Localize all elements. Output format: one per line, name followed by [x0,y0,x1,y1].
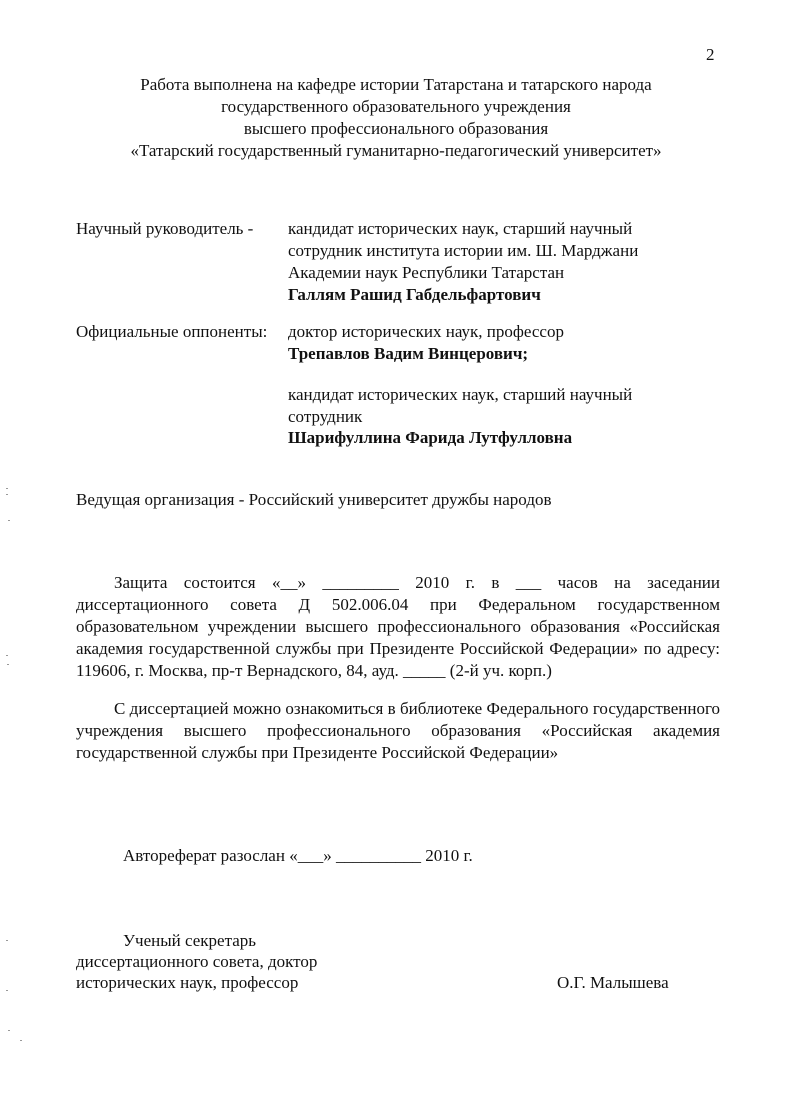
opponent-2-name: Шарифуллина Фарида Лутфулловна [288,428,573,447]
leading-organization: Ведущая организация - Российский университет дружбы народов [76,490,552,509]
page-number: 2 [706,45,715,64]
scan-mark [6,494,8,495]
opponent-1-title: доктор исторических наук, профессор [288,322,564,341]
opponent-2-title: кандидат исторических наук, старший научный [288,385,633,404]
scan-mark [20,1040,22,1041]
secretary-name: О.Г. Малышева [557,973,669,992]
secretary-council: диссертационного совета, доктор [76,952,318,971]
scan-mark [8,1030,10,1031]
supervisor-position: сотрудник института истории им. Ш. Марджани [288,241,639,260]
opponent-1-name: Трепавлов Вадим Винцерович; [288,344,529,363]
header-line: государственного образовательного учреждения [221,97,571,116]
autoreferat-line: Автореферат разослан «___» __________ 2010 г. [123,846,473,865]
opponent-2-position: сотрудник [288,407,363,426]
scan-mark [6,655,8,656]
supervisor-degree: кандидат исторических наук, старший научный [288,219,633,238]
scan-mark [6,488,8,489]
scan-mark [8,520,10,521]
secretary-title: Ученый секретарь [123,931,257,950]
opponents-label: Официальные оппоненты: [76,322,268,341]
secretary-degree: исторических наук, профессор [76,973,299,992]
library-paragraph: С диссертацией можно ознакомиться в библиотеке Федерального государственного учреждения высшего профессионального образования «Российская академия государственной службы при Президенте Российской Федерации» [76,699,720,762]
header-line: «Татарский государственный гуманитарно-педагогический университет» [130,141,662,160]
header-line: высшего профессионального образования [243,119,549,138]
header-line: Работа выполнена на кафедре истории Татарстана и татарского народа [140,75,652,94]
supervisor-institution: Академии наук Республики Татарстан [288,263,565,282]
scan-mark [6,940,8,941]
scan-mark [7,664,9,665]
institution-header [60,74,732,162]
scan-mark [6,990,8,991]
supervisor-name: Галлям Рашид Габдельфартович [288,285,541,304]
supervisor-label: Научный руководитель - [76,219,254,238]
defense-paragraph: Защита состоится «__» _________ 2010 г. в ___ часов на заседании диссертационного совета Д 502.006.04 при Федеральном государственном образовательном учреждении высшего профессионального образования «Российская академия государственной службы при Президенте Российской Федерации» по адресу: 119606, г. Москва, пр-т Вернадского, 84, ауд. _____ (2-й уч. корп.) [76,573,720,680]
